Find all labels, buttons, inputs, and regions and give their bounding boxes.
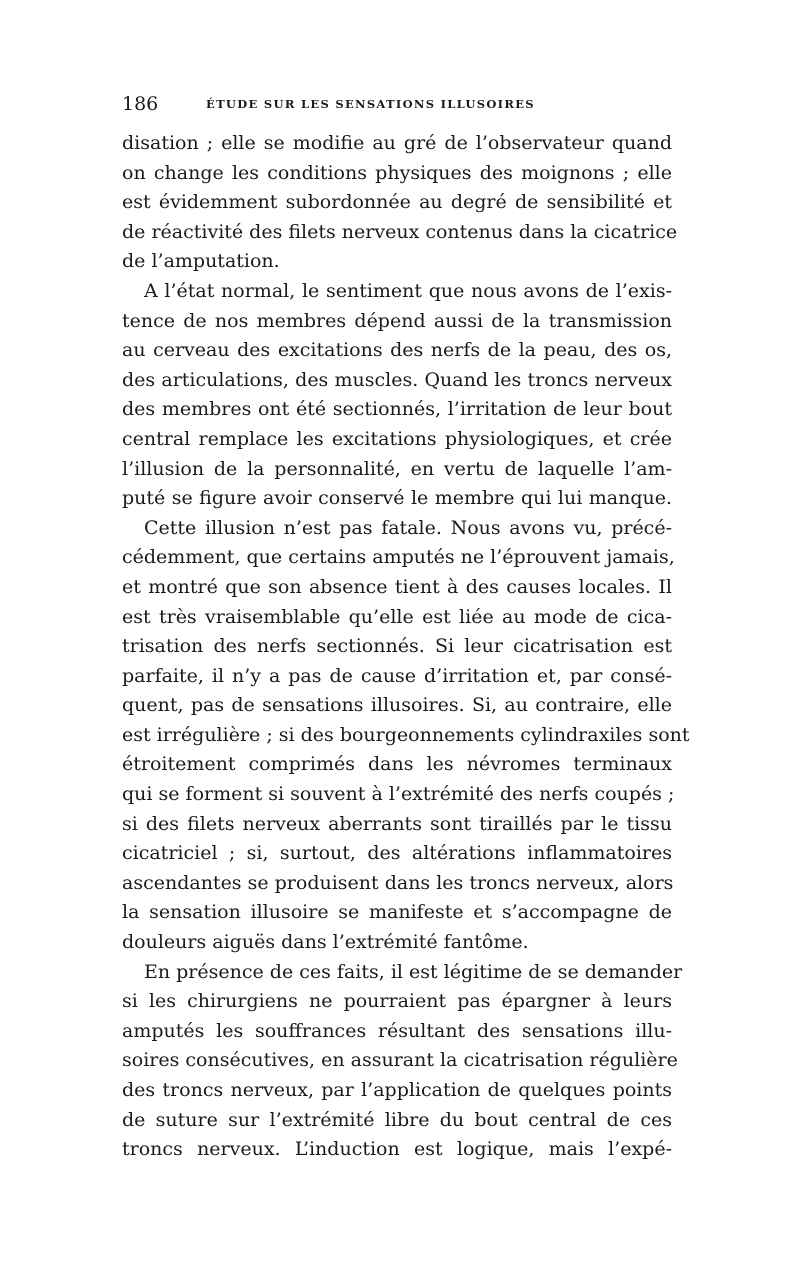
text-line: est évidemment subordonnée au degré de sensibilité et bbox=[122, 191, 672, 214]
text-line: des articulations, des muscles. Quand les troncs nerveux bbox=[122, 368, 672, 391]
running-title: ÉTUDE SUR LES SENSATIONS ILLUSOIRES bbox=[206, 97, 535, 111]
text-line: qui se forment si souvent à l’extrémité des nerfs coupés ; bbox=[122, 783, 675, 806]
text-line: douleurs aiguës dans l’extrémité fantôme. bbox=[122, 931, 529, 954]
text-line: cicatriciel ; si, surtout, des altérations inflammatoires bbox=[122, 842, 672, 865]
text-line: tence de nos membres dépend aussi de la transmission bbox=[122, 309, 672, 332]
text-line: est irrégulière ; si des bourgeonnements cylindraxiles sont bbox=[122, 723, 690, 746]
text-line: si des filets nerveux aberrants sont tiraillés par le tissu bbox=[122, 812, 672, 835]
text-line: puté se figure avoir conservé le membre qui lui manque. bbox=[122, 487, 672, 510]
text-line: des membres ont été sectionnés, l’irritation de leur bout bbox=[122, 398, 672, 421]
text-line: En présence de ces faits, il est légitime de se demander bbox=[144, 960, 683, 983]
text-line: si les chirurgiens ne pourraient pas épargner à leurs bbox=[122, 990, 672, 1013]
text-line: est très vraisemblable qu’elle est liée au mode de cica- bbox=[122, 605, 672, 628]
text-line: des troncs nerveux, par l’application de quelques points bbox=[122, 1079, 672, 1101]
text-line: de réactivité des filets nerveux contenus dans la cicatrice bbox=[122, 220, 678, 243]
text-line: la sensation illusoire se manifeste et s’accompagne de bbox=[122, 901, 672, 924]
text-line: parfaite, il n’y a pas de cause d’irritation et, par consé- bbox=[122, 664, 672, 687]
text-line: troncs nerveux. L’induction est logique, mais l’expé- bbox=[122, 1138, 672, 1161]
text-line: quent, pas de sensations illusoires. Si, au contraire, elle bbox=[122, 694, 672, 717]
text-line: cédemment, que certains amputés ne l’éprouvent jamais, bbox=[122, 546, 675, 569]
text-line: trisation des nerfs sectionnés. Si leur cicatrisation est bbox=[122, 635, 672, 658]
text-line: de l’amputation. bbox=[122, 250, 280, 273]
text-line: l’illusion de la personnalité, en vertu de laquelle l’am- bbox=[122, 457, 672, 480]
text-line: au cerveau des excitations des nerfs de la peau, des os, bbox=[122, 339, 672, 362]
text-line: soires consécutives, en assurant la cicatrisation régulière bbox=[122, 1049, 678, 1072]
text-line: étroitement comprimés dans les névromes terminaux bbox=[122, 753, 672, 776]
text-line: disation ; elle se modifie au gré de l’observateur quand bbox=[122, 132, 672, 154]
running-head bbox=[122, 92, 672, 116]
page-number: 186 bbox=[122, 93, 159, 115]
text-line: et montré que son absence tient à des causes locales. Il bbox=[122, 575, 672, 598]
text-line: central remplace les excitations physiologiques, et crée bbox=[122, 427, 672, 450]
text-line: de suture sur l’extrémité libre du bout central de ces bbox=[122, 1108, 672, 1131]
text-line: on change les conditions physiques des moignons ; elle bbox=[122, 161, 672, 184]
text-line: Cette illusion n’est pas fatale. Nous avons vu, précé- bbox=[144, 516, 672, 539]
text-line: A l’état normal, le sentiment que nous avons de l’exis- bbox=[144, 279, 672, 302]
body-text bbox=[122, 129, 690, 1165]
text-line: amputés les souffrances résultant des sensations illu- bbox=[122, 1019, 672, 1042]
text-line: ascendantes se produisent dans les troncs nerveux, alors bbox=[122, 871, 674, 894]
